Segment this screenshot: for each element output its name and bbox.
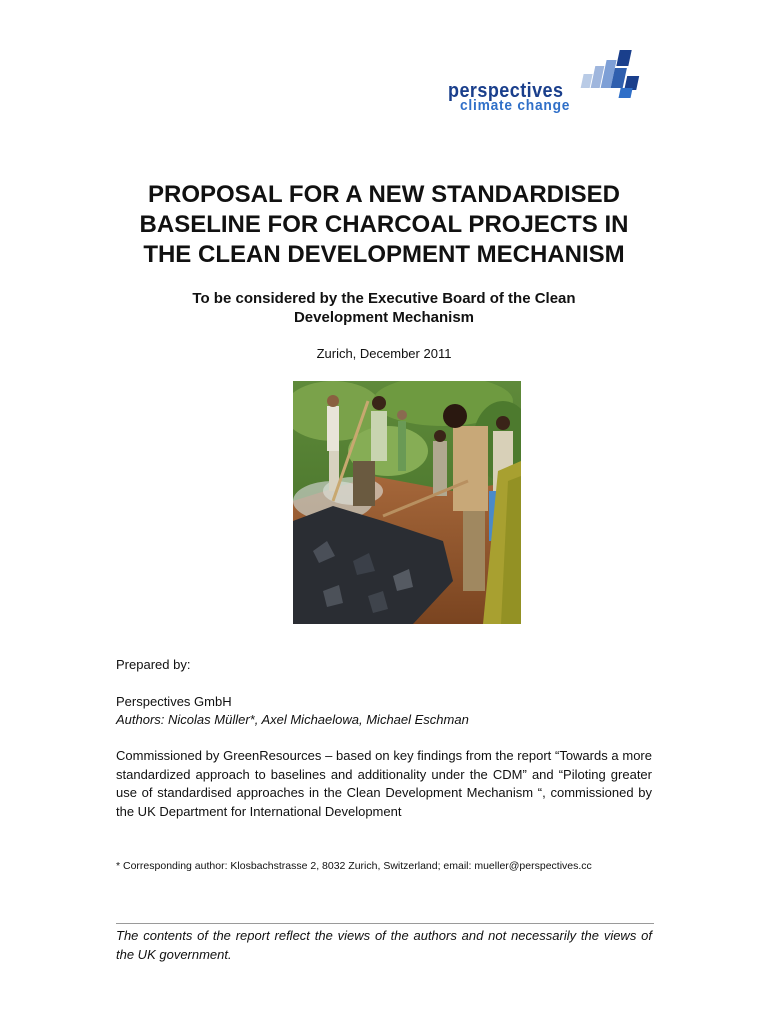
prepared-by-label: Prepared by:: [116, 657, 191, 672]
perspectives-logo: [440, 40, 652, 124]
disclaimer-paragraph: [116, 927, 652, 964]
title-line-3: THE CLEAN DEVELOPMENT MECHANISM: [143, 241, 625, 268]
subtitle-line-1: To be considered by the Executive Board of the Clean: [192, 290, 576, 307]
commission-line-5: Development: [324, 803, 402, 819]
commission-line-3: CDM” and “Piloting greater use of standardised approaches in the Clean: [116, 766, 652, 800]
title-line-2: BASELINE FOR CHARCOAL PROJECTS IN: [139, 211, 629, 238]
commission-line-2: “Towards a more standardized approach to baselines and additionality under the: [116, 748, 652, 782]
logo-wordmark-secondary: climate change: [460, 98, 571, 114]
logo-wordmark-primary: perspectives: [448, 80, 564, 102]
title-line-1: PROPOSAL FOR A NEW STANDARDISED: [147, 181, 621, 208]
corresponding-author-footnote: * Corresponding author: Klosbachstrasse 2, 8032 Zurich, Switzerland; email: mueller@perspectives.cc: [116, 860, 592, 872]
commission-line-1: Commissioned by GreenResources – based on key findings from the report: [116, 748, 552, 763]
logo-squares-icon: [570, 44, 646, 100]
place-and-date: Zurich, December 2011: [316, 346, 452, 361]
disclaimer-line-2: views of the UK government.: [116, 928, 652, 962]
commission-paragraph: [116, 747, 652, 821]
footer-divider: [116, 923, 654, 924]
charcoal-production-photo: [293, 381, 521, 624]
authors-line: Authors: Nicolas Müller*, Axel Michaelowa, Michael Eschman: [116, 712, 469, 727]
document-subtitle: [114, 289, 654, 327]
company-name: Perspectives GmbH: [116, 694, 232, 709]
commission-line-4: Development Mechanism “, commissioned by the UK Department for International: [116, 785, 652, 819]
document-title: [84, 180, 684, 270]
disclaimer-line-1: The contents of the report reflect the views of the authors and not necessarily the: [116, 928, 599, 943]
subtitle-line-2: Development Mechanism: [293, 309, 475, 326]
